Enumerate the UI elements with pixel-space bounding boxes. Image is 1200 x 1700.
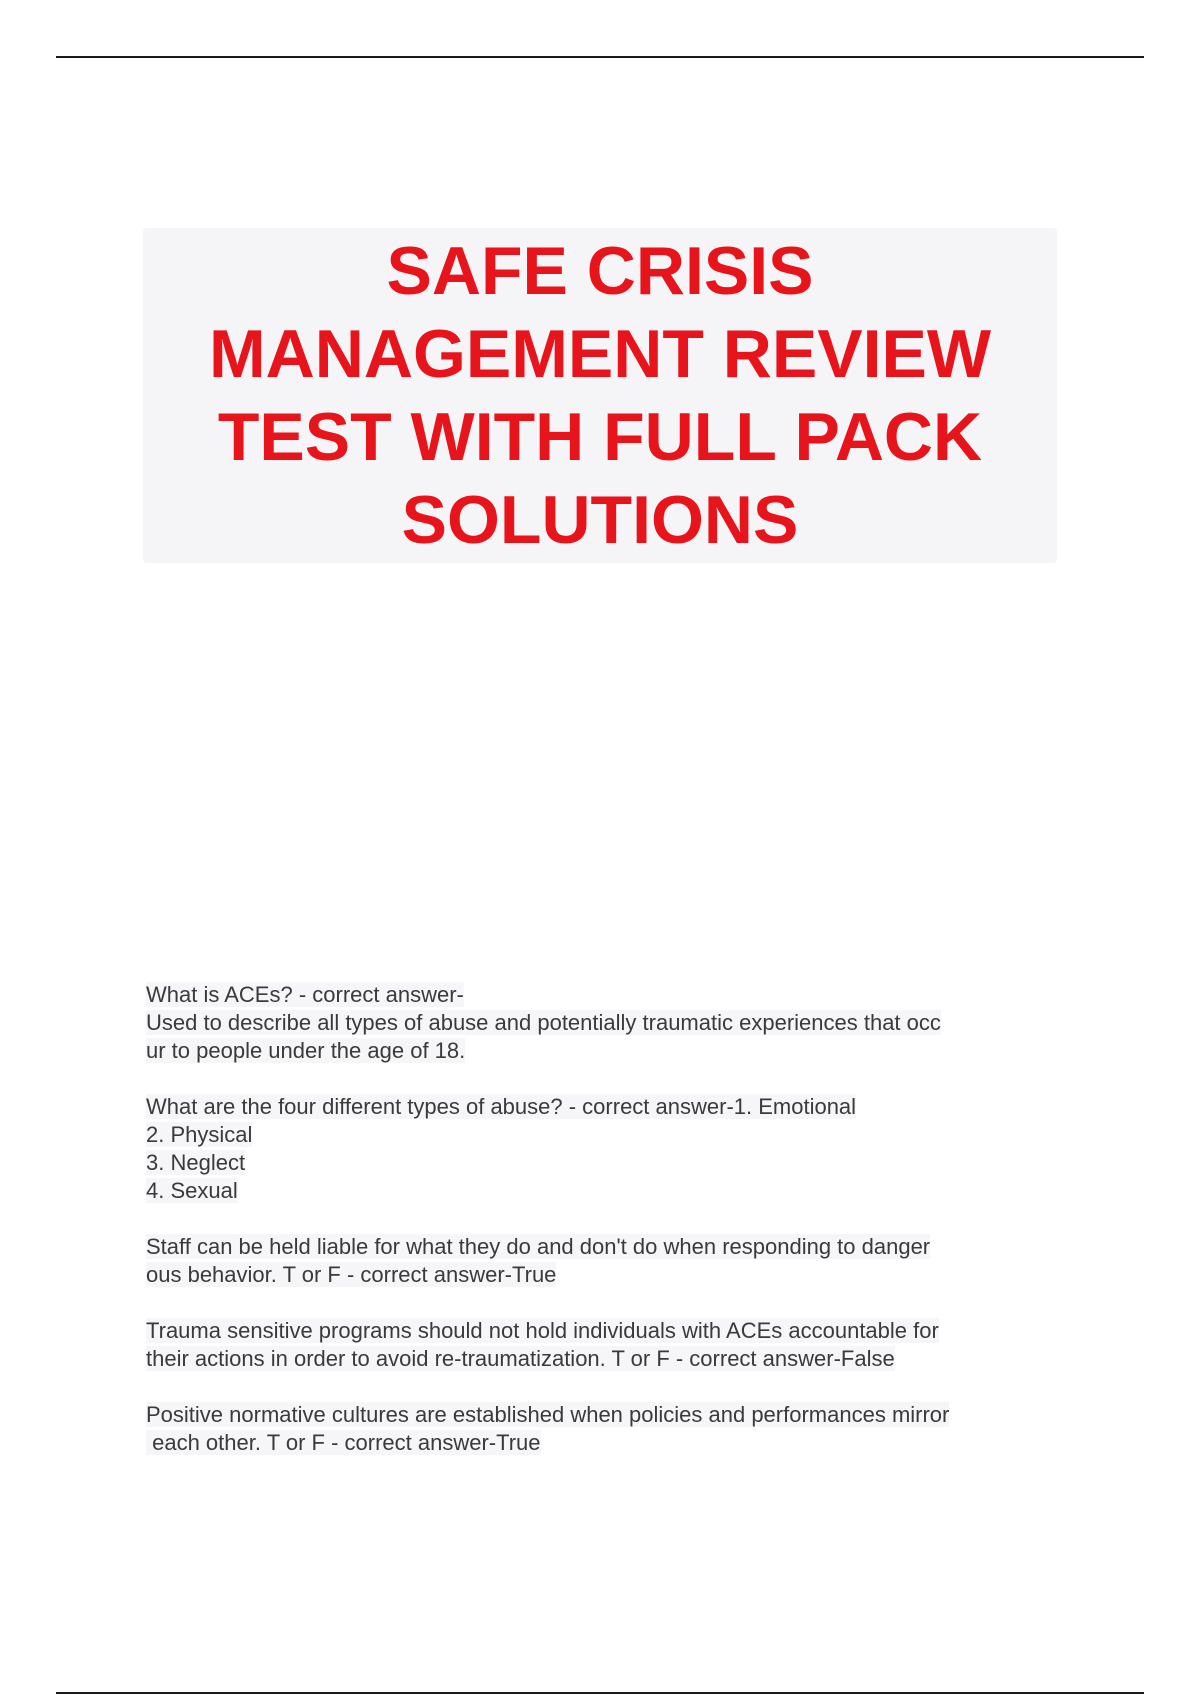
qa-line: What are the four different types of abuse? - correct answer-1. Emotional (146, 1094, 857, 1119)
document-title: SAFE CRISIS MANAGEMENT REVIEW TEST WITH FULL PACK SOLUTIONS (209, 232, 991, 558)
qa-line: their actions in order to avoid re-traumatization. T or F - correct answer-False (146, 1346, 895, 1371)
qa-line: Used to describe all types of abuse and potentially traumatic experiences that occ (146, 1010, 941, 1035)
qa-item (146, 1401, 1056, 1457)
top-rule (56, 56, 1144, 58)
title-box (143, 228, 1057, 563)
qa-line: 4. Sexual (146, 1178, 238, 1203)
qa-section (146, 981, 1056, 1485)
qa-item (146, 1317, 1056, 1373)
qa-line: Positive normative cultures are established when policies and performances mirror (146, 1402, 950, 1427)
bottom-rule (56, 1692, 1144, 1694)
qa-line: 3. Neglect (146, 1150, 246, 1175)
qa-line: each other. T or F - correct answer-True (146, 1430, 541, 1455)
qa-line: ous behavior. T or F - correct answer-True (146, 1262, 557, 1287)
qa-line: Trauma sensitive programs should not hold individuals with ACEs accountable for (146, 1318, 939, 1343)
qa-item (146, 1093, 1056, 1205)
qa-item (146, 1233, 1056, 1289)
qa-item (146, 981, 1056, 1065)
qa-line: What is ACEs? - correct answer- (146, 982, 464, 1007)
qa-line: 2. Physical (146, 1122, 253, 1147)
qa-line: Staff can be held liable for what they do and don't do when responding to danger (146, 1234, 931, 1259)
qa-line: ur to people under the age of 18. (146, 1038, 466, 1063)
